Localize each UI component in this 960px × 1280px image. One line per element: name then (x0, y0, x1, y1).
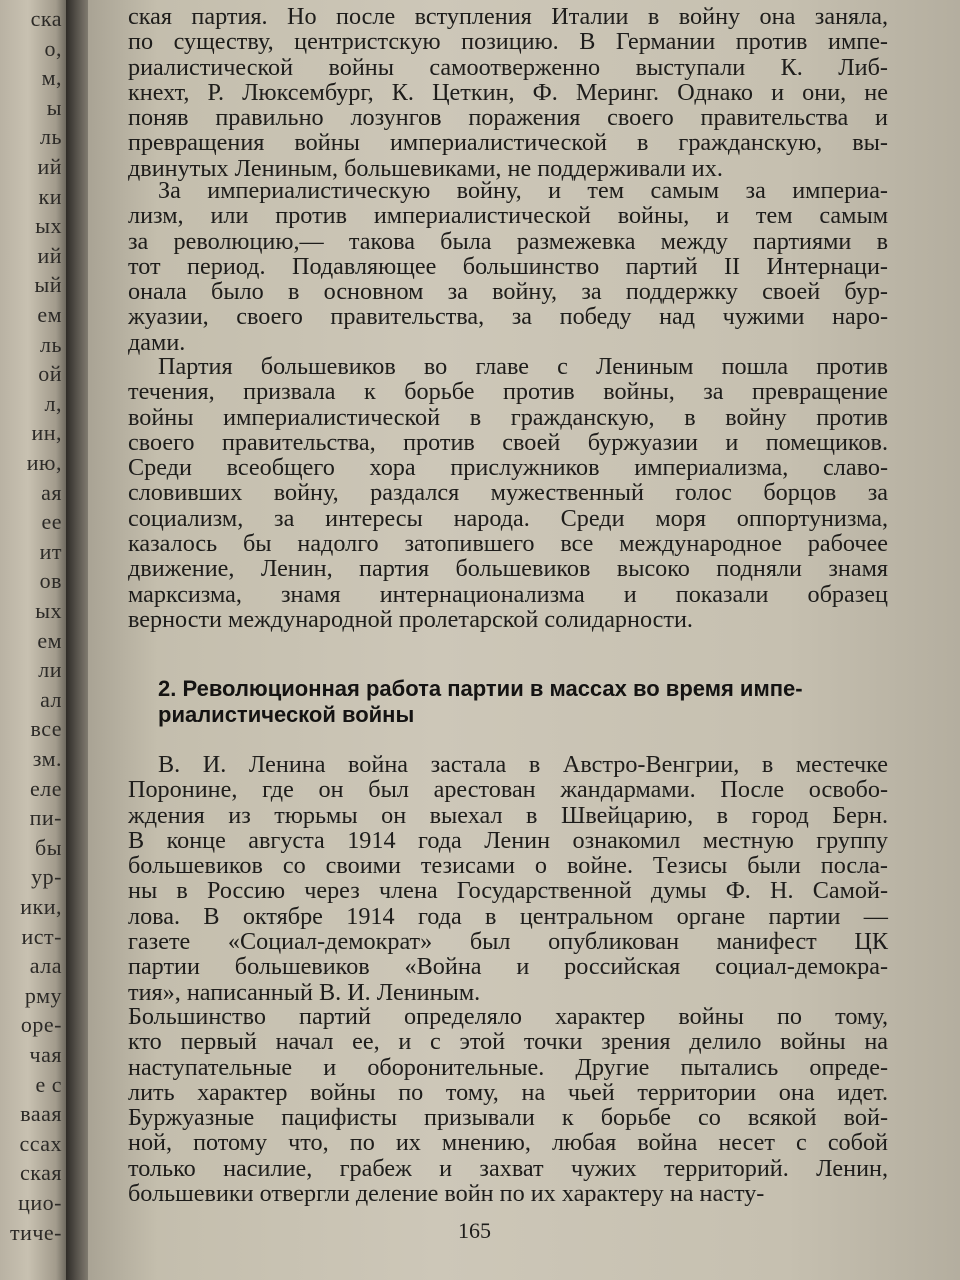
text-line: дами. (128, 328, 186, 356)
left-page-fragment: ист- (21, 923, 62, 949)
left-page-fragment: ки (38, 183, 62, 209)
text-line: словивших войну, раздался мужественный голос борцов за (128, 479, 888, 507)
text-line: ной, потому что, по их мнению, любая война несет с собой (128, 1129, 888, 1157)
left-page-fragment: ых (35, 213, 62, 239)
text-line: Большинство партий определяло характер войны по тому, (128, 1003, 888, 1030)
left-page-fragment: ая (41, 479, 62, 505)
left-page-fragment: ию, (26, 450, 62, 475)
left-page-fragment: еле (29, 775, 62, 801)
left-page-fragment: рму (24, 982, 62, 1008)
text-line: двинутых Лениным, большевиками, не поддерживали их. (128, 154, 723, 182)
left-page-fragment: ики, (20, 894, 62, 919)
left-page-fragment: ый (34, 272, 62, 298)
text-line: В. И. Ленина война застала в Австро-Венгрии, в местечке (158, 751, 888, 778)
text-line: Среди всеобщего хора прислужников империализма, славо- (128, 454, 888, 482)
text-line: войны империалистической в гражданскую, в войну против (128, 403, 888, 431)
text-line: течения, призвала к борьбе против войны, за превращение (128, 378, 888, 406)
left-page-fragment: ваая (20, 1101, 62, 1127)
left-page-fragment: ой (38, 361, 62, 387)
left-page-fragment: цио- (18, 1190, 62, 1215)
left-page-fragment: зм. (32, 746, 62, 771)
left-page-fragment: л, (44, 390, 62, 416)
heading-line: риалистической войны (158, 702, 415, 727)
left-page-fragment: ы (46, 94, 62, 120)
text-line: За империалистическую войну, и тем самым за империа- (158, 177, 888, 204)
left-page-fragment: ов (39, 568, 62, 594)
text-line: за революцию,— такова была размежевка между партиями в (128, 227, 888, 255)
text-line: верности международной пролетарской солидарности. (128, 605, 693, 633)
left-page-fragment: ал (40, 686, 62, 712)
text-line: газете «Социал-демократ» был опубликован манифест ЦК (128, 928, 888, 956)
left-page-edge (0, 0, 70, 1280)
text-line: тот период. Подавляющее большинство партий II Интернаци- (128, 252, 888, 280)
left-page-fragment: ит (39, 538, 62, 564)
left-page-fragment: ем (37, 302, 62, 327)
paragraph (128, 752, 888, 1005)
left-page-fragment: м, (41, 65, 62, 91)
left-page-fragment: ска (30, 6, 62, 31)
text-line: ждения из тюрьмы он выехал в Швейцарию, в город Берн. (128, 801, 888, 829)
text-line: поняв правильно лозунгов поражения своего правительства и (128, 104, 888, 132)
left-page-fragment: ий (37, 242, 62, 268)
text-line: риалистической войны самоотверженно выступали К. Либ- (128, 53, 888, 81)
section-heading (158, 676, 803, 728)
text-line: тия», написанный В. И. Лениным. (128, 978, 481, 1006)
heading-line: 2. Революционная работа партии в массах во время импе- (158, 676, 803, 701)
left-page-fragment: все (30, 716, 62, 742)
left-page-fragment: ская (19, 1160, 62, 1186)
left-page-fragment: ала (29, 953, 62, 979)
left-page-fragment: ль (39, 331, 62, 357)
text-line: ская партия. Но после вступления Италии в войну она заняла, (128, 3, 888, 30)
paragraph (128, 354, 888, 632)
text-line: лизм, или против империалистической войны, и тем самым (128, 202, 888, 230)
text-line: своего правительства, против своей буржуазии и помещиков. (128, 428, 888, 456)
paragraph (128, 4, 888, 181)
text-line: наступательные и оборонительные. Другие пытались опреде- (128, 1053, 888, 1081)
left-page-fragment: ем (37, 627, 62, 653)
left-page-fragment: о, (44, 35, 62, 61)
left-page-fragment: бы (35, 834, 62, 860)
paragraph (128, 1004, 888, 1206)
left-page-fragment: пи- (29, 805, 62, 831)
left-page-fragment: оре- (20, 1012, 62, 1038)
right-page (88, 0, 960, 1280)
text-line: превращения войны империалистической в гражданскую, вы- (128, 129, 888, 157)
left-page-fragment: тиче- (9, 1219, 62, 1245)
text-line: лить характер войны по тому, на чьей территории она идет. (128, 1078, 888, 1106)
left-page-fragment: ль (39, 124, 62, 150)
text-line: марксизма, знамя интернационализма и показали образец (128, 580, 888, 608)
text-line: кто первый начал ее, и с этой точки зрения делило войны на (128, 1028, 888, 1056)
text-line: движение, Ленин, партия большевиков высоко подняли знамя (128, 555, 888, 583)
left-page-fragment: ий (37, 154, 62, 179)
text-line: социализм, за интересы народа. Среди моря оппортунизма, (128, 504, 888, 532)
text-line: онала было в основном за войну, за поддержку своей бур- (128, 278, 888, 306)
text-line: партии большевиков «Война и российская социал-демокра- (128, 953, 888, 981)
page-number: 165 (458, 1218, 491, 1243)
text-line: Буржуазные пацифисты призывали к борьбе со всякой вой- (128, 1104, 888, 1132)
text-line: кнехт, Р. Люксембург, К. Цеткин, Ф. Меринг. Однако и они, не (128, 78, 888, 106)
text-line: Поронине, где он был арестован жандармами. После освобо- (128, 776, 888, 804)
left-page-fragment: ее (41, 509, 62, 535)
left-page-fragment: ли (38, 657, 62, 683)
text-line: жуазии, своего правительства, за победу над чужими наро- (128, 303, 888, 331)
left-page-fragment: ур- (31, 864, 62, 890)
text-line: по существу, центристскую позицию. В Германии против импе- (128, 28, 888, 56)
left-page-fragment: ссах (19, 1130, 62, 1156)
text-line: лова. В октябре 1914 года в центральном органе партии — (128, 902, 888, 930)
text-line: большевики отвергли деление войн по их характеру на насту- (128, 1180, 765, 1208)
text-line: Партия большевиков во главе с Лениным пошла против (158, 353, 888, 380)
paragraph (128, 178, 888, 355)
text-line: В конце августа 1914 года Ленин ознакомил местную группу (128, 826, 888, 854)
text-line: казалось бы надолго затопившего все международное рабочее (128, 530, 888, 558)
left-page-fragment: чая (29, 1042, 62, 1067)
left-page-fragment: ых (35, 598, 62, 623)
text-line: ны в Россию через члена Государственной думы Ф. Н. Самой- (128, 877, 888, 905)
left-page-fragment: е с (35, 1071, 62, 1097)
text-line: большевиков со своими тезисами о войне. Тезисы были посла- (128, 852, 888, 880)
text-line: только насилие, грабеж и захват чужих территорий. Ленин, (128, 1154, 888, 1182)
left-page-fragment: ин, (31, 420, 62, 446)
